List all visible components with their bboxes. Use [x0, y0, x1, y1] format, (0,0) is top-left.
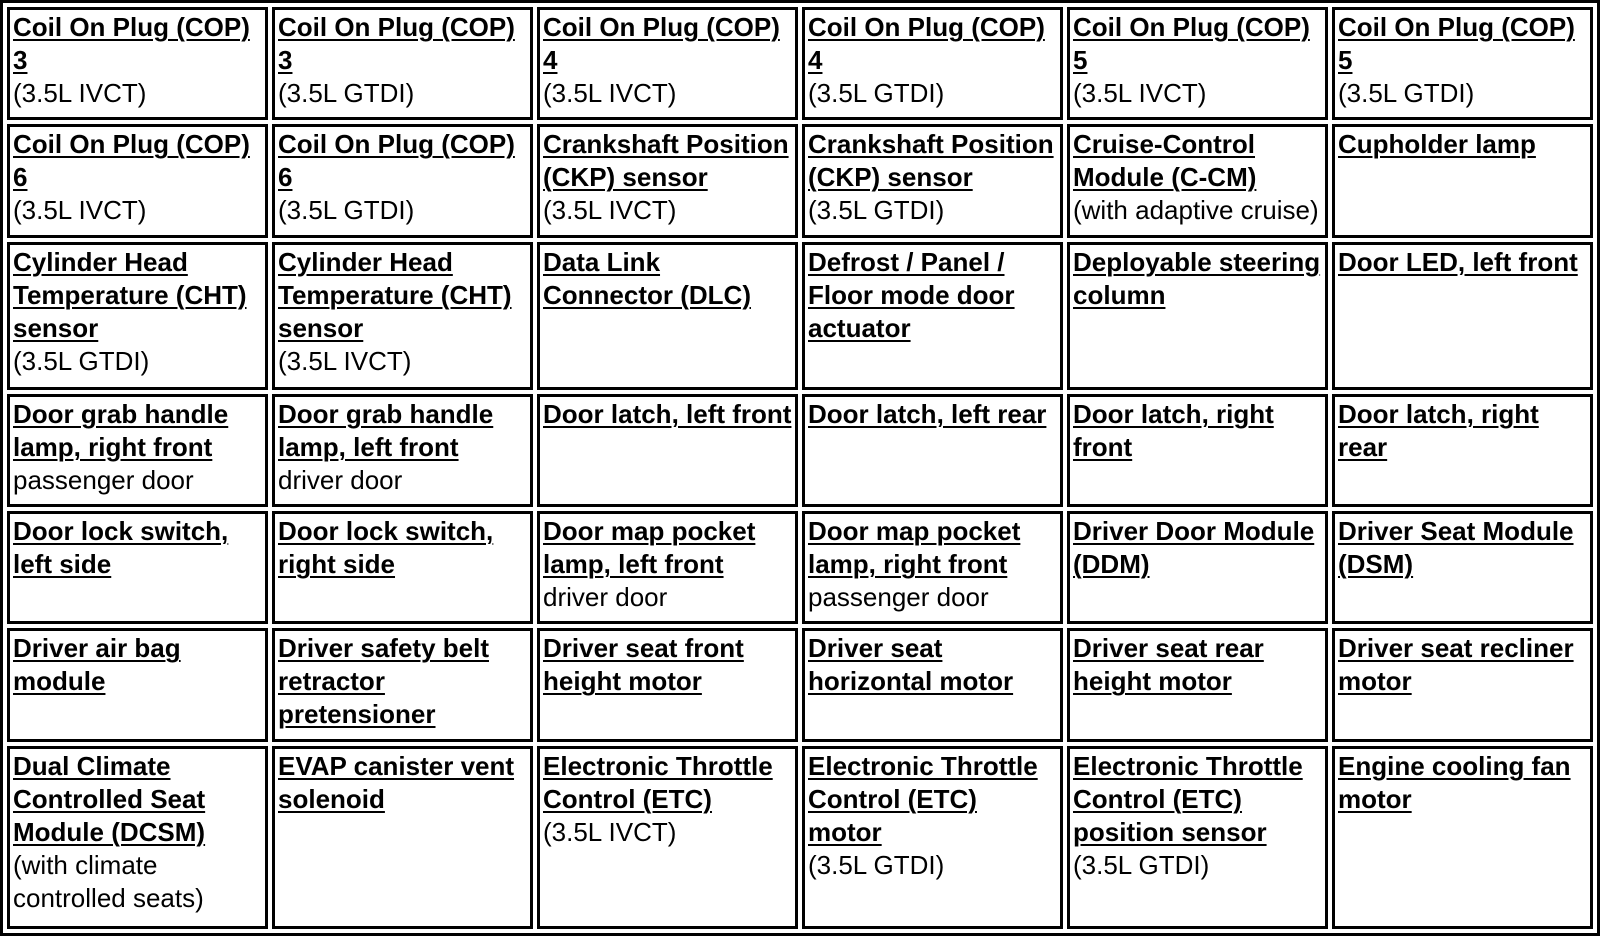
component-cell [272, 511, 533, 624]
component-link[interactable]: Data Link Connector (DLC) [543, 246, 751, 310]
component-link[interactable]: Coil On Plug (COP) 5 [1338, 12, 1575, 75]
component-link[interactable]: Door latch, left rear [808, 398, 1047, 429]
component-cell [7, 746, 268, 929]
component-cell [7, 628, 268, 741]
component-cell [272, 746, 533, 929]
component-cell [7, 511, 268, 624]
component-cell [1332, 394, 1593, 507]
component-note: (3.5L GTDI) [808, 195, 945, 226]
component-note: (3.5L GTDI) [1338, 78, 1475, 108]
component-cell [1067, 746, 1328, 929]
component-link[interactable]: Door latch, right front [1073, 398, 1274, 462]
component-cell [1332, 746, 1593, 929]
component-cell [802, 628, 1063, 741]
component-note: (3.5L GTDI) [13, 345, 150, 376]
component-note: (3.5L IVCT) [13, 195, 147, 226]
component-cell [1067, 242, 1328, 390]
table-row [7, 746, 1593, 929]
component-note: (3.5L IVCT) [543, 195, 677, 226]
component-link[interactable]: Door map pocket lamp, right front [808, 516, 1021, 580]
component-link[interactable]: Driver air bag module [13, 633, 181, 697]
component-cell [1332, 242, 1593, 390]
component-note: passenger door [13, 464, 194, 495]
component-cell [537, 628, 798, 741]
component-link[interactable]: Driver Door Module (DDM) [1073, 516, 1315, 580]
component-link[interactable]: Electronic Throttle Control (ETC) [543, 750, 773, 814]
component-link[interactable]: Driver safety belt retractor pretensioner [278, 633, 489, 730]
component-note: (with climate controlled seats) [13, 849, 204, 913]
component-link[interactable]: Door LED, left front [1338, 246, 1578, 277]
component-note: (3.5L IVCT) [13, 78, 147, 108]
component-link[interactable]: Deployable steering column [1073, 246, 1321, 310]
component-link[interactable]: Driver seat horizontal motor [808, 633, 1014, 697]
component-link[interactable]: Door latch, left front [543, 398, 792, 429]
component-link[interactable]: Coil On Plug (COP) 3 [278, 12, 515, 75]
component-link[interactable]: Driver seat front height motor [543, 633, 744, 697]
component-cell [802, 242, 1063, 390]
component-note: (3.5L GTDI) [278, 195, 415, 226]
component-note: driver door [278, 464, 403, 495]
component-cell [802, 7, 1063, 120]
component-link[interactable]: Coil On Plug (COP) 3 [13, 12, 250, 75]
component-link[interactable]: Door grab handle lamp, right front [13, 398, 229, 462]
component-cell [272, 242, 533, 390]
component-link[interactable]: EVAP canister vent solenoid [278, 750, 515, 814]
component-note: passenger door [808, 582, 989, 613]
component-link[interactable]: Electronic Throttle Control (ETC) motor [808, 750, 1038, 847]
table-row [7, 628, 1593, 741]
table-row [7, 394, 1593, 507]
component-link[interactable]: Door latch, right rear [1338, 398, 1539, 462]
component-cell [272, 7, 533, 120]
component-note: (3.5L IVCT) [1073, 78, 1207, 108]
component-link[interactable]: Door lock switch, right side [278, 516, 494, 580]
component-cell [537, 394, 798, 507]
component-link[interactable]: Driver seat rear height motor [1073, 633, 1264, 697]
component-note: (3.5L IVCT) [543, 78, 677, 108]
component-link[interactable]: Driver seat recliner motor [1338, 633, 1574, 697]
component-cell [272, 628, 533, 741]
component-cell [802, 511, 1063, 624]
component-link[interactable]: Cylinder Head Temperature (CHT) sensor [278, 246, 512, 343]
component-cell [1332, 7, 1593, 120]
component-cell [802, 124, 1063, 237]
component-cell [272, 124, 533, 237]
component-cell [7, 242, 268, 390]
component-link[interactable]: Coil On Plug (COP) 5 [1073, 12, 1310, 75]
component-cell [537, 511, 798, 624]
table-row [7, 242, 1593, 390]
component-cell [537, 124, 798, 237]
component-link[interactable]: Dual Climate Controlled Seat Module (DCSM) [13, 750, 206, 847]
component-cell [1067, 7, 1328, 120]
component-link[interactable]: Cupholder lamp [1338, 129, 1536, 160]
component-link[interactable]: Cruise-Control Module (C-CM) [1073, 129, 1257, 193]
component-cell [537, 242, 798, 390]
component-link[interactable]: Coil On Plug (COP) 6 [13, 129, 250, 193]
component-cell [1332, 628, 1593, 741]
component-note: (3.5L GTDI) [808, 849, 945, 880]
component-cell [802, 394, 1063, 507]
component-cell [1067, 124, 1328, 237]
component-cell [272, 394, 533, 507]
component-cell [1067, 394, 1328, 507]
component-link[interactable]: Door grab handle lamp, left front [278, 398, 494, 462]
component-cell [7, 7, 268, 120]
component-link[interactable]: Coil On Plug (COP) 6 [278, 129, 515, 193]
component-note: (with adaptive cruise) [1073, 195, 1319, 226]
table-row [7, 124, 1593, 237]
component-link[interactable]: Door lock switch, left side [13, 516, 229, 580]
component-link[interactable]: Driver Seat Module (DSM) [1338, 516, 1574, 580]
component-link[interactable]: Defrost / Panel / Floor mode door actuator [808, 246, 1015, 343]
component-note: driver door [543, 582, 668, 613]
component-cell [1332, 511, 1593, 624]
component-cell [802, 746, 1063, 929]
component-note: (3.5L IVCT) [543, 816, 677, 847]
component-note: (3.5L GTDI) [808, 78, 945, 108]
component-link[interactable]: Engine cooling fan motor [1338, 750, 1571, 814]
component-cell [537, 746, 798, 929]
component-cell [7, 394, 268, 507]
component-link[interactable]: Door map pocket lamp, left front [543, 516, 756, 580]
component-link[interactable]: Cylinder Head Temperature (CHT) sensor [13, 246, 247, 343]
component-cell [1332, 124, 1593, 237]
component-table-body [7, 7, 1593, 929]
component-cell [1067, 628, 1328, 741]
component-link[interactable]: Electronic Throttle Control (ETC) position sensor [1073, 750, 1303, 847]
table-row [7, 511, 1593, 624]
component-cell [537, 7, 798, 120]
component-cell [7, 124, 268, 237]
component-note: (3.5L IVCT) [278, 345, 412, 376]
component-cell [1067, 511, 1328, 624]
component-link[interactable]: Coil On Plug (COP) 4 [808, 12, 1045, 75]
component-note: (3.5L GTDI) [278, 78, 415, 108]
component-note: (3.5L GTDI) [1073, 849, 1210, 880]
component-link[interactable]: Coil On Plug (COP) 4 [543, 12, 780, 75]
table-row [7, 7, 1593, 120]
component-link[interactable]: Crankshaft Position (CKP) sensor [543, 129, 789, 193]
component-link[interactable]: Crankshaft Position (CKP) sensor [808, 129, 1054, 193]
